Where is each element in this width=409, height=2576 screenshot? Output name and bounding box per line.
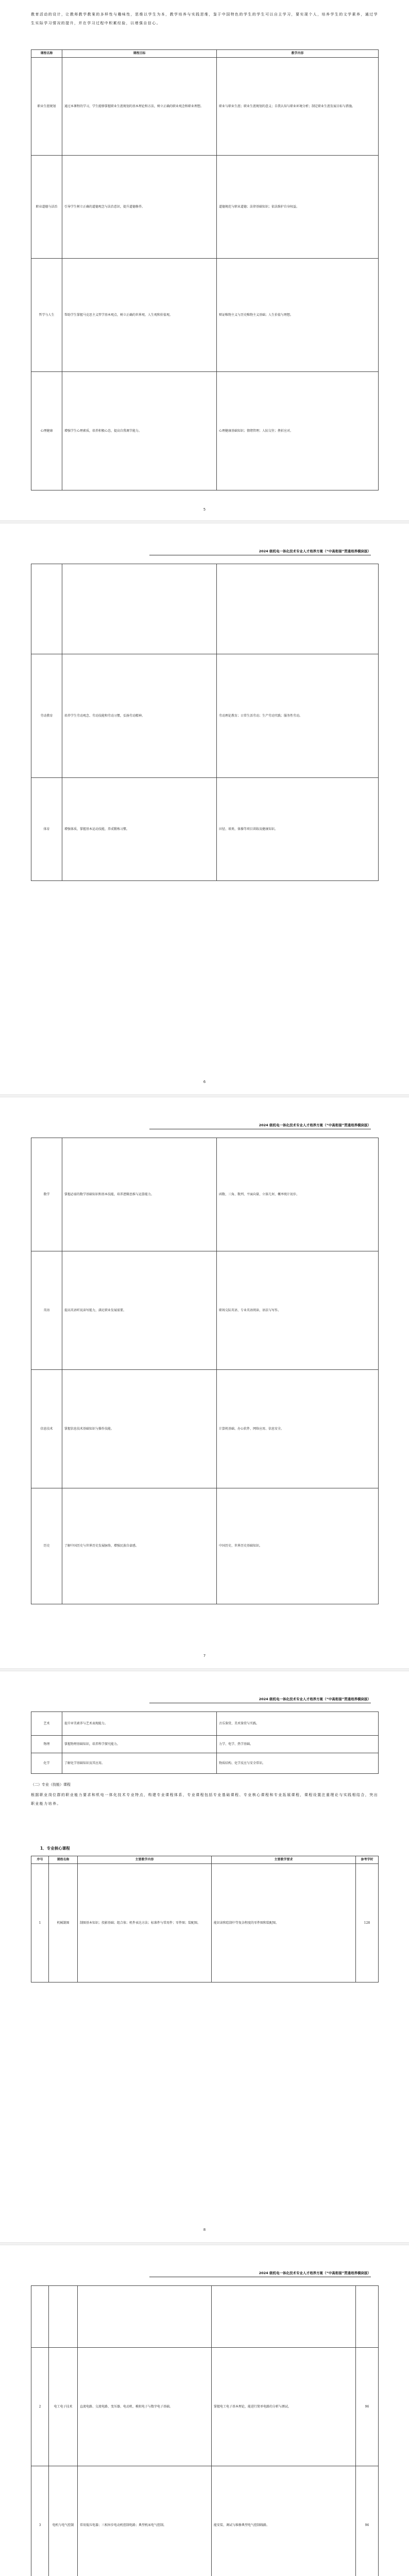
cell-goal: 提升审美素养与艺术表现能力。 bbox=[62, 1712, 217, 1736]
cell-goal: 掌握物理基础知识，培养科学探究能力。 bbox=[62, 1736, 217, 1753]
cell-content: 制图基本知识；投影基础；组合体；机件表达方法；标准件与常用件；零件图；装配图。 bbox=[78, 1864, 212, 1982]
cell-hours bbox=[356, 2286, 379, 2348]
cell-no: 3 bbox=[31, 2466, 49, 2576]
cell-name bbox=[31, 564, 62, 654]
intro-paragraph bbox=[31, 10, 378, 28]
cell-content: 计算机基础、办公软件、网络应用、信息安全。 bbox=[217, 1370, 379, 1488]
table-row bbox=[31, 156, 379, 259]
cell-goal: 通过本课程的学习，学生能够掌握职业生涯规划的基本理论和方法，树立正确的职业观念和职业理想。 bbox=[62, 58, 217, 156]
cell-name bbox=[49, 2286, 78, 2348]
cell-name: 物理 bbox=[31, 1736, 62, 1753]
course-table-2 bbox=[31, 564, 379, 881]
cell-req: 掌握电工电子基本理论，能进行简单电路的分析与测试。 bbox=[212, 2348, 356, 2466]
col-header-content: 教学内容 bbox=[217, 50, 379, 58]
page-3 bbox=[0, 1097, 409, 1668]
cell-name: 哲学与人生 bbox=[31, 259, 62, 372]
cell-content: 常用低压电器；三相异步电动机控制电路；典型机床电气控制。 bbox=[78, 2466, 212, 2576]
cell-goal: 增强体质，掌握基本运动技能，养成锻炼习惯。 bbox=[62, 778, 217, 881]
table-row bbox=[31, 2466, 379, 2576]
cell-goal: 增强学生心理素质，培养积极心态，提高自我调节能力。 bbox=[62, 372, 217, 490]
cell-name: 信息技术 bbox=[31, 1370, 62, 1488]
table-row bbox=[31, 654, 379, 778]
col-header-req: 主要教学要求 bbox=[212, 1856, 356, 1864]
cell-req: 能识读和绘制中等复杂程度的零件图和装配图。 bbox=[212, 1864, 356, 1982]
cell-goal: 了解中国历史与世界历史发展脉络，增强民族自豪感。 bbox=[62, 1488, 217, 1604]
cell-req: 能安装、调试与维修典型电气控制线路。 bbox=[212, 2466, 356, 2576]
cell-content bbox=[217, 564, 379, 654]
cell-no: 1 bbox=[31, 1864, 49, 1982]
page-2 bbox=[0, 523, 409, 1094]
page-header: 2024 级机电一体化技术专业人才培养方案（“中高衔接”贯通培养模块版） bbox=[149, 548, 371, 555]
table-row bbox=[31, 1753, 379, 1774]
page-4 bbox=[0, 1671, 409, 2242]
cell-goal: 培养学生劳动观念、劳动技能和劳动习惯，弘扬劳动精神。 bbox=[62, 654, 217, 778]
cell-name: 历史 bbox=[31, 1488, 62, 1604]
cell-name: 机械制图 bbox=[49, 1864, 78, 1982]
page-1 bbox=[0, 0, 409, 520]
cell-name: 体育 bbox=[31, 778, 62, 881]
page-header: 2024 级机电一体化技术专业人才培养方案（“中高衔接”贯通培养模块版） bbox=[149, 1696, 371, 1703]
core-course-table-cont bbox=[31, 2285, 379, 2576]
page-header: 2024 级机电一体化技术专业人才培养方案（“中高衔接”贯通培养模块版） bbox=[149, 1122, 371, 1129]
table-row bbox=[31, 372, 379, 490]
col-header-hours: 参考学时 bbox=[356, 1856, 379, 1864]
cell-goal: 了解化学基础知识及其应用。 bbox=[62, 1753, 217, 1774]
cell-name: 劳动教育 bbox=[31, 654, 62, 778]
table-row bbox=[31, 564, 379, 654]
section-paragraph-text: 根据职业岗位群的职业能力要求和机电一体化技术专业特点，构建专业课程体系，专业课程包括专业基础课程、专业核心课程和专业拓展课程，课程设置注重理论与实践相结合，突出职业能力培养。 bbox=[31, 1793, 378, 1806]
cell-name: 电机与电气控制 bbox=[49, 2466, 78, 2576]
cell-name: 化学 bbox=[31, 1753, 62, 1774]
course-table-3 bbox=[31, 1138, 379, 1604]
cell-content: 辩证唯物主义与历史唯物主义基础；人生价值与理想。 bbox=[217, 259, 379, 372]
table-header-row bbox=[31, 1856, 379, 1864]
course-table-1 bbox=[31, 49, 379, 490]
col-header-goal: 课程目标 bbox=[62, 50, 217, 58]
cell-content: 职业与职业生涯；职业生涯规划的意义；自我认知与职业环境分析；制定职业生涯发展目标与措施。 bbox=[217, 58, 379, 156]
subsection-heading: 1．专业核心课程 bbox=[40, 1846, 70, 1851]
page-number: 8 bbox=[203, 2228, 206, 2232]
table-row bbox=[31, 259, 379, 372]
intro-text: 教育活动的设计，让教师教学教案的多样性与趣味性，思维以学生为本，教学培养与实践思维，鉴于中国特色的学生的学生可以自主学习，要实现个人，培养学生的文学素养，通过学生实际学习情况的提升，并在学习过程中积累经验，以增强自信心。 bbox=[31, 12, 378, 25]
section-heading: （二）专业（技能）课程 bbox=[31, 1783, 71, 1787]
cell-content: 直流电路、交流电路、变压器、电动机、模拟电子与数字电子基础。 bbox=[78, 2348, 212, 2466]
section-paragraph bbox=[31, 1791, 378, 1808]
table-row bbox=[31, 1736, 379, 1753]
cell-name: 数学 bbox=[31, 1138, 62, 1251]
page-number: 6 bbox=[203, 1080, 206, 1084]
page-number: 5 bbox=[203, 507, 206, 512]
cell-goal: 掌握必需的数学基础知识和基本技能，培养逻辑思维与运算能力。 bbox=[62, 1138, 217, 1251]
cell-name: 电工电子技术 bbox=[49, 2348, 78, 2466]
page-5 bbox=[0, 2245, 409, 2576]
cell-goal: 提高英语听说读写能力，满足职业发展需要。 bbox=[62, 1251, 217, 1370]
table-row bbox=[31, 2286, 379, 2348]
cell-name: 职业道德与法治 bbox=[31, 156, 62, 259]
table-row bbox=[31, 58, 379, 156]
col-header-name: 课程名称 bbox=[49, 1856, 78, 1864]
cell-no: 2 bbox=[31, 2348, 49, 2466]
cell-content: 音乐鉴赏、美术鉴赏与实践。 bbox=[217, 1712, 379, 1736]
cell-name: 艺术 bbox=[31, 1712, 62, 1736]
cell-content: 田径、球类、体操等项目训练及健康知识。 bbox=[217, 778, 379, 881]
table-row bbox=[31, 1370, 379, 1488]
cell-content: 劳动理论教育；日常生活劳动；生产劳动实践；服务性劳动。 bbox=[217, 654, 379, 778]
table-row bbox=[31, 1488, 379, 1604]
cell-content: 力学、电学、热学基础。 bbox=[217, 1736, 379, 1753]
table-row bbox=[31, 1864, 379, 1982]
col-header-content: 主要教学内容 bbox=[78, 1856, 212, 1864]
cell-goal: 引导学生树立正确的道德观念与法治意识，提升道德修养。 bbox=[62, 156, 217, 259]
cell-content: 物质结构、化学反应与安全常识。 bbox=[217, 1753, 379, 1774]
cell-content: 职场交际英语、专业英语阅读、语法与写作。 bbox=[217, 1251, 379, 1370]
cell-content: 心理健康基础知识；情绪管理；人际交往；挫折应对。 bbox=[217, 372, 379, 490]
cell-content: 函数、三角、数列、平面向量、立体几何、概率统计初步。 bbox=[217, 1138, 379, 1251]
cell-name: 职业生涯规划 bbox=[31, 58, 62, 156]
cell-hours: 96 bbox=[356, 2466, 379, 2576]
page-number: 7 bbox=[203, 1654, 206, 1658]
col-header-no: 序号 bbox=[31, 1856, 49, 1864]
page-header: 2024 级机电一体化技术专业人才培养方案（“中高衔接”贯通培养模块版） bbox=[149, 2270, 371, 2277]
col-header-name: 课程名称 bbox=[31, 50, 62, 58]
cell-goal bbox=[62, 564, 217, 654]
table-row bbox=[31, 1138, 379, 1251]
cell-hours: 128 bbox=[356, 1864, 379, 1982]
cell-goal: 帮助学生掌握马克思主义哲学基本观点，树立正确的世界观、人生观和价值观。 bbox=[62, 259, 217, 372]
cell-content bbox=[78, 2286, 212, 2348]
core-course-table bbox=[31, 1856, 379, 1982]
cell-content: 道德规范与职业道德；法律基础知识；依法维护自身权益。 bbox=[217, 156, 379, 259]
table-header-row bbox=[31, 50, 379, 58]
table-row bbox=[31, 778, 379, 881]
cell-name: 心理健康 bbox=[31, 372, 62, 490]
cell-req bbox=[212, 2286, 356, 2348]
table-row bbox=[31, 1251, 379, 1370]
course-table-4 bbox=[31, 1711, 379, 1774]
cell-no bbox=[31, 2286, 49, 2348]
table-row bbox=[31, 1712, 379, 1736]
cell-name: 英语 bbox=[31, 1251, 62, 1370]
cell-goal: 掌握信息技术基础知识与操作技能。 bbox=[62, 1370, 217, 1488]
cell-hours: 96 bbox=[356, 2348, 379, 2466]
table-row bbox=[31, 2348, 379, 2466]
cell-content: 中国历史、世界历史基础知识。 bbox=[217, 1488, 379, 1604]
